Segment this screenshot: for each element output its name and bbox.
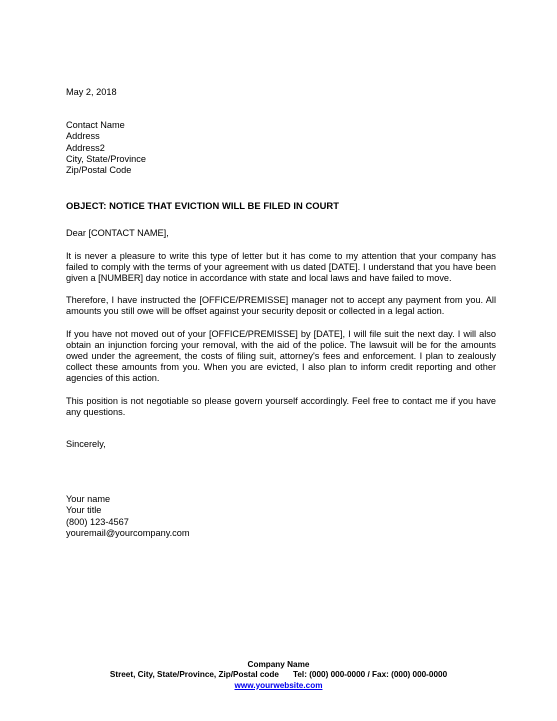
letter-date: May 2, 2018	[66, 87, 117, 97]
paragraph-2: Therefore, I have instructed the [OFFICE/PREMISSE] manager not to accept any payment from you. All amounts you still owe will be offset against your security deposit or collected in a legal action.	[66, 295, 496, 317]
recipient-city-state: City, State/Province	[66, 153, 146, 164]
letter-body	[66, 87, 496, 539]
footer-company-name: Company Name	[247, 660, 310, 669]
footer-street-address: Street, City, State/Province, Zip/Postal code	[109, 670, 279, 680]
signature-title: Your title	[66, 505, 102, 516]
paragraph-4: This position is not negotiable so please govern yourself accordingly. Feel free to contact me if you have any questions.	[66, 395, 496, 417]
footer-contact-line	[0, 670, 557, 680]
signature-name: Your name	[66, 494, 111, 505]
recipient-zip: Zip/Postal Code	[66, 165, 132, 176]
paragraph-3: If you have not moved out of your [OFFICE/PREMISSE] by [DATE], I will file suit the next day. I will also obtain an injunction forcing your removal, with the aid of the police. The lawsuit will be for the amounts owed under the agreement, the costs of filing suit, attorney's fees and enforcement. I plan to zealously collect these amounts from you. When you are evicted, I also plan to inform credit reporting and other agencies of this action.	[66, 328, 496, 384]
recipient-address	[66, 120, 496, 176]
signature-phone: (800) 123-4567	[66, 516, 129, 527]
footer-website-line	[0, 681, 557, 691]
recipient-address-line-2: Address2	[66, 142, 105, 153]
footer-tel-fax: Tel: (000) 000-0000 / Fax: (000) 000-0000	[292, 670, 448, 680]
footer-website-link[interactable]: www.yourwebsite.com	[234, 680, 323, 690]
recipient-name: Contact Name	[66, 120, 125, 131]
letter-closing: Sincerely,	[66, 439, 106, 450]
letter-subject: OBJECT: NOTICE THAT EVICTION WILL BE FILED IN COURT	[66, 200, 340, 212]
paragraph-1: It is never a pleasure to write this type of letter but it has come to my attention that your company has failed to comply with the terms of your agreement with us dated [DATE]. I understand that you have been given a [NUMBER] day notice in accordance with state and local laws and have failed to move.	[66, 250, 496, 284]
letterhead-footer	[0, 660, 557, 691]
letter-greeting: Dear [CONTACT NAME],	[66, 228, 169, 239]
signature-email: youremail@yourcompany.com	[66, 527, 190, 538]
recipient-address-line-1: Address	[66, 131, 100, 142]
signature-block	[66, 494, 496, 539]
